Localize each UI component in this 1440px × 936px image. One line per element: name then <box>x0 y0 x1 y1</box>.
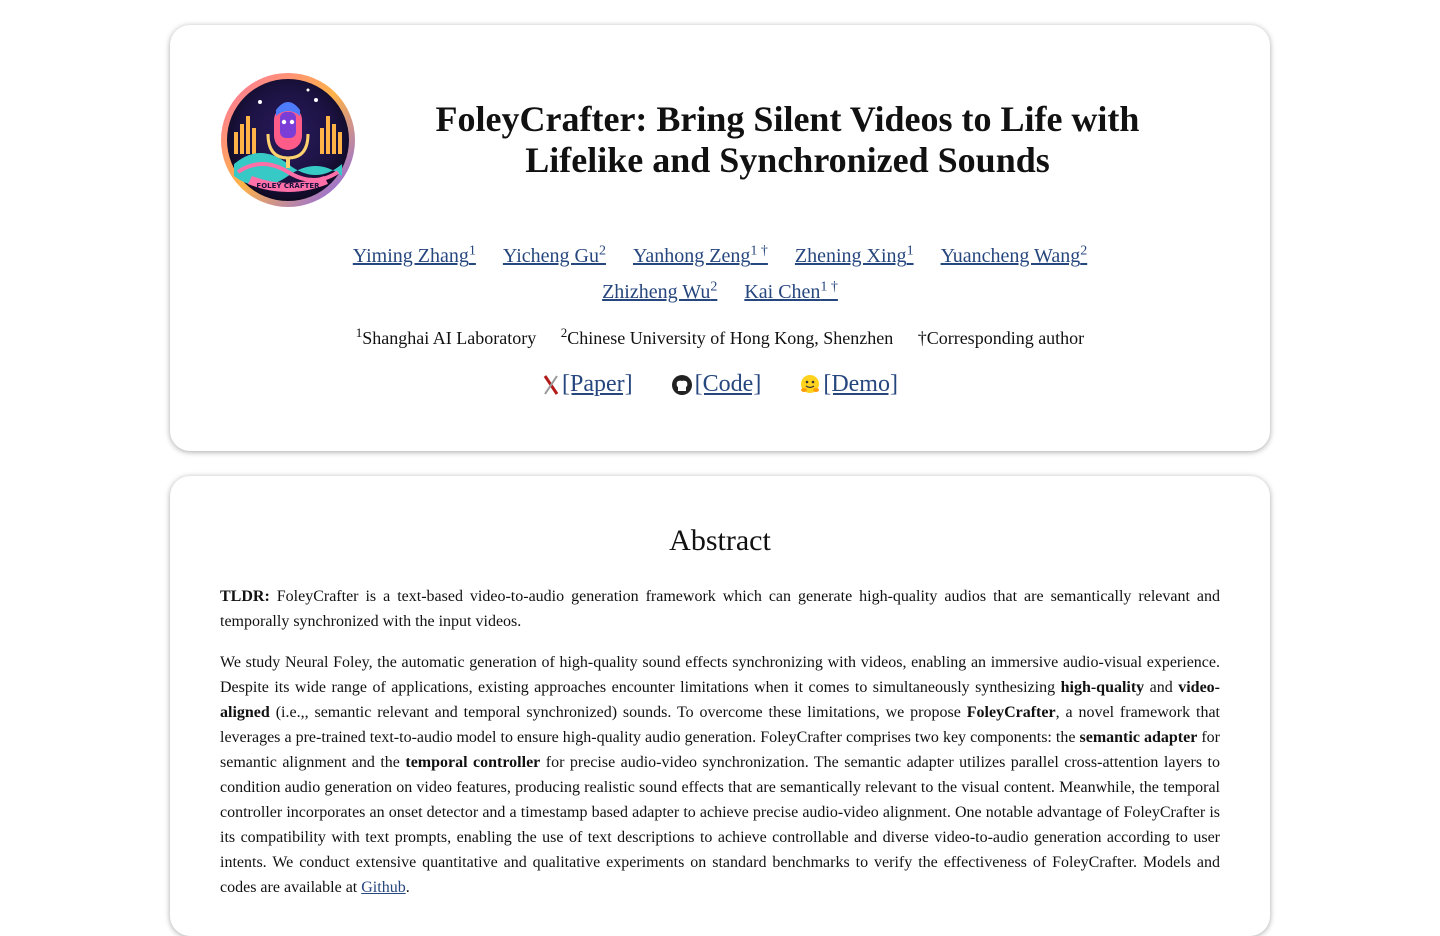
github-link[interactable]: Github <box>361 879 406 896</box>
paper-link[interactable]: [Paper] <box>562 371 633 397</box>
logo-text: FOLEY CRAFTER <box>256 182 320 190</box>
tldr-label: TLDR: <box>220 588 270 605</box>
author-link[interactable]: Yicheng Gu$^2$ <box>502 243 606 267</box>
code-link-item[interactable] <box>671 371 762 398</box>
demo-link[interactable]: [Demo] <box>823 371 898 397</box>
abstract-card <box>170 476 1270 936</box>
arxiv-icon <box>542 374 560 396</box>
affiliations <box>170 325 1270 349</box>
author-list <box>170 235 1270 308</box>
affiliation-item: $^2$Chinese University of Hong Kong, Shenzhen <box>560 325 894 348</box>
foleycrafter-logo <box>220 72 356 208</box>
tldr-paragraph: TLDR: FoleyCrafter is a text-based video-to-audio generation framework which can generate high-quality audios that are semantically relevant and temporally synchronized with the input videos. <box>220 588 1220 630</box>
paper-link-item[interactable] <box>542 371 633 398</box>
abstract-body <box>220 584 1220 916</box>
code-link[interactable]: [Code] <box>694 371 762 397</box>
huggingface-icon <box>799 374 821 396</box>
affiliation-item: $^1$Shanghai AI Laboratory <box>355 325 537 348</box>
author-link[interactable]: Kai Chen$^{1 \dagger}$ <box>744 279 838 304</box>
resource-links <box>170 371 1270 403</box>
header-card <box>170 25 1270 451</box>
github-icon <box>671 374 693 396</box>
abstract-paragraph: We study Neural Foley, the automatic generation of high-quality sound effects synchronizing with videos, enabling an immersive audio-visual experience. Despite its wide range of applications, existing approaches encounter limitations when it comes to simultaneously synthesizing high-quality and video-aligned (i.e.,, semantic relevant and temporal synchronized) sounds. To overcome these limitations, we propose FoleyCrafter, a novel framework that leverages a pre-trained text-to-audio model to ensure high-quality audio generation. FoleyCrafter comprises two key components: the semantic adapter for semantic alignment and the temporal controller for precise audio-video synchronization. The semantic adapter utilizes parallel cross-attention layers to condition audio generation on video features, producing realistic sound effects that are semantically relevant to the visual content. Meanwhile, the temporal controller incorporates an onset detector and a timestamp based adapter to achieve precise audio-video alignment. One notable advantage of FoleyCrafter is its compatibility with text prompts, enabling the use of text descriptions to achieve controllable and diverse video-to-audio generation according to user intents. We conduct extensive quantitative and qualitative experiments on standard benchmarks to verify the effectiveness of FoleyCrafter. Models and codes are available at Github. <box>220 654 1221 896</box>
author-link[interactable]: Yanhong Zeng$^{1 \dagger}$ <box>632 243 768 267</box>
author-link[interactable]: Yiming Zhang$^1$ <box>352 243 476 267</box>
author-link[interactable]: Yuancheng Wang$^2$ <box>940 243 1088 267</box>
demo-link-item[interactable] <box>799 371 898 398</box>
page-title: FoleyCrafter: Bring Silent Videos to Life with Lifelike and Synchronized Sounds <box>435 99 1140 180</box>
abstract-heading: Abstract <box>669 524 771 557</box>
corresponding-author-note: †Corresponding author <box>917 328 1085 348</box>
author-link[interactable]: Zhening Xing$^1$ <box>794 243 914 267</box>
author-link[interactable]: Zhizheng Wu$^2$ <box>602 279 718 304</box>
